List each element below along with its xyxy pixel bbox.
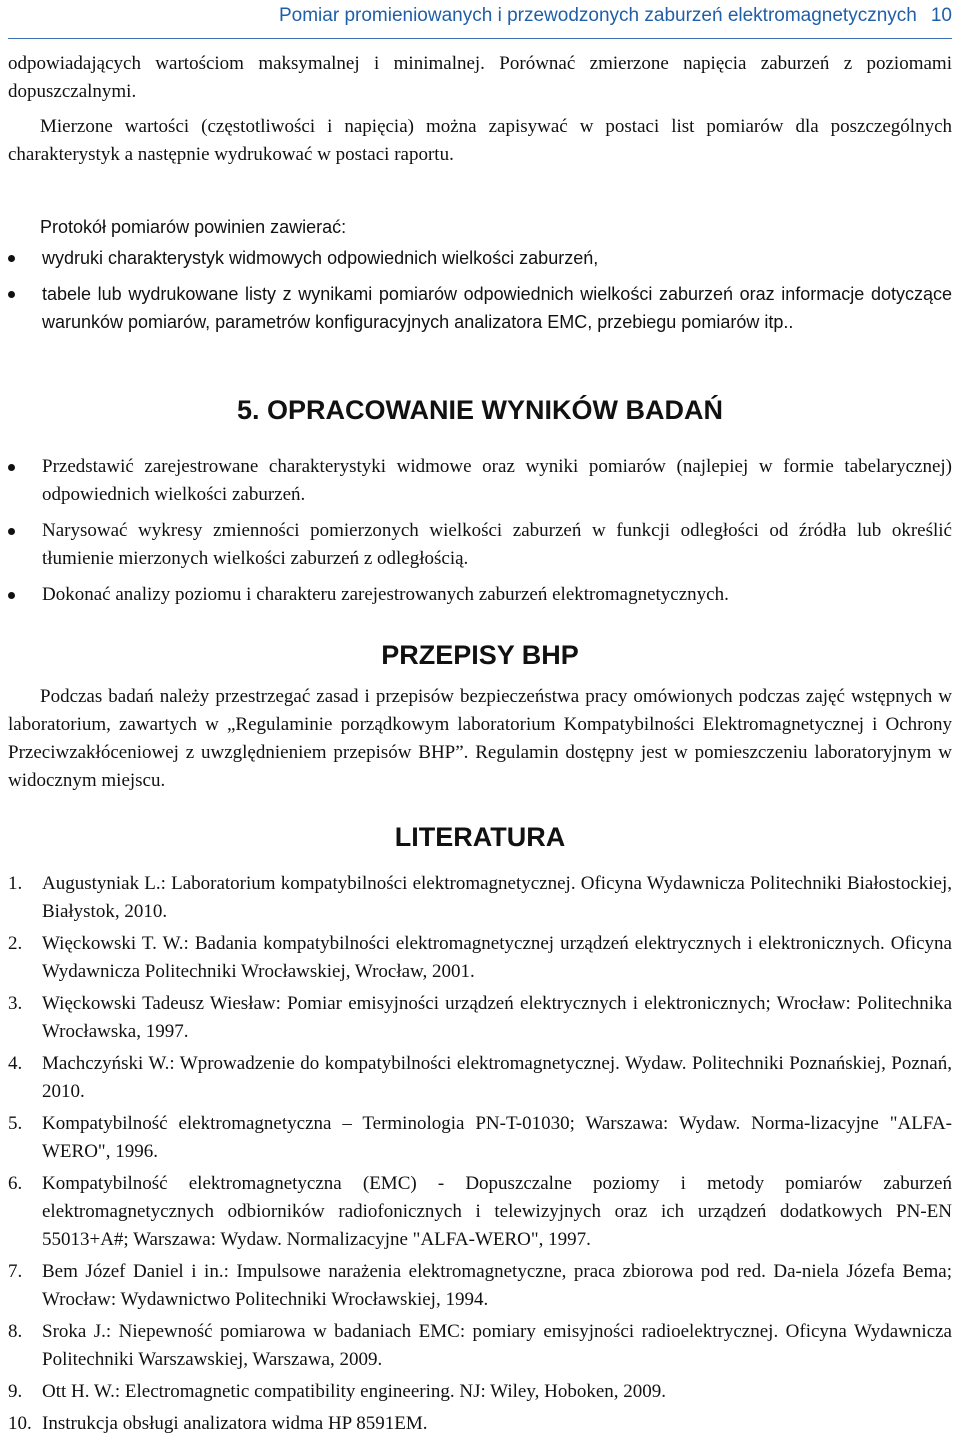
bhp-paragraph: Podczas badań należy przestrzegać zasad i przepisów bezpieczeństwa pracy omówionych podczas zajęć wstępnych w laboratorium, zawartych w „Regulaminie porządkowym laboratorium Kompatybilności Elektromagnetycznej i Ochrony Przeciwzakłóceniowej z uwzględnieniem przepisów BHP”. Regulamin dostępny jest w pomieszczeniu laboratoryjnym w widocznym miejscu. xyxy=(8,686,952,791)
header-title: Pomiar promieniowanych i przewodzonych zaburzeń elektromagnetycznych xyxy=(278,5,917,26)
bullet-icon xyxy=(8,255,15,262)
section-5-heading: 5. OPRACOWANIE WYNIKÓW BADAŃ xyxy=(237,395,723,425)
running-header xyxy=(0,3,952,29)
reference-item: 10. Instrukcja obsługi analizatora widma HP 8591EM. xyxy=(8,1413,428,1434)
list-item: tabele lub wydrukowane listy z wynikami pomiarów odpowiednich wielkości zaburzeń oraz informacje dotyczące warunków pomiarów, parametrów konfiguracyjnych analizatora EMC, przebiegu pomiarów itp.. xyxy=(8,280,952,336)
section-5-list xyxy=(8,453,952,617)
reference-item: 1. Augustyniak L.: Laboratorium kompatybilności elektromagnetycznej. Oficyna Wydawnicza Politechniki Białostockiej, Białystok, 2010. xyxy=(8,873,952,922)
reference-item: 5. Kompatybilność elektromagnetyczna – Terminologia PN-T-01030; Warszawa: Wydaw. Norma-lizacyjne "ALFA-WERO", 1996. xyxy=(8,1113,952,1162)
reference-item: 7. Bem Józef Daniel i in.: Impulsowe narażenia elektromagnetyczne, praca zbiorowa pod red. Da-niela Józefa Bema; Wrocław: Wydawnictwo Politechniki Wrocławskiej, 1994. xyxy=(8,1261,952,1310)
literature-list xyxy=(8,870,952,1442)
list-item: Przedstawić zarejestrowane charakterystyki widmowe oraz wyniki pomiarów (najlepiej w formie tabelarycznej) odpowiednich wielkości zaburzeń. xyxy=(8,453,952,509)
intro-paragraph-1: odpowiadających wartościom maksymalnej i minimalnej. Porównać zmierzone napięcia zaburzeń z poziomami dopuszczalnymi. xyxy=(8,53,952,102)
reference-item: 8. Sroka J.: Niepewność pomiarowa w badaniach EMC: pomiary emisyjności radioelektrycznej. Oficyna Wydawnicza Politechniki Warszawskiej, Warszawa, 2009. xyxy=(8,1321,952,1370)
bullet-icon xyxy=(8,464,15,471)
bullet-icon xyxy=(8,291,15,298)
intro-paragraph-2: Mierzone wartości (częstotliwości i napięcia) można zapisywać w postaci list pomiarów dla poszczególnych charakterystyk a następnie wydrukować w postaci raportu. xyxy=(8,116,952,165)
header-rule xyxy=(8,38,952,39)
protocol-lead: Protokół pomiarów powinien zawierać: xyxy=(40,217,347,237)
protocol-list xyxy=(8,244,952,344)
reference-item: 9. Ott H. W.: Electromagnetic compatibility engineering. NJ: Wiley, Hoboken, 2009. xyxy=(8,1381,667,1402)
reference-item: 3. Więckowski Tadeusz Wiesław: Pomiar emisyjności urządzeń elektrycznych i elektronicznych; Wrocław: Politechnika Wrocławska, 1997. xyxy=(8,993,952,1042)
literature-heading: LITERATURA xyxy=(394,822,566,852)
reference-item: 2. Więckowski T. W.: Badania kompatybilności elektromagnetycznej urządzeń elektrycznych i elektronicznych. Oficyna Wydawnicza Politechniki Wrocławskiej, Wrocław, 2001. xyxy=(8,933,952,982)
reference-item: 6. Kompatybilność elektromagnetyczna (EMC) - Dopuszczalne poziomy i metody pomiarów zaburzeń elektromagnetycznych odbiorników radiofonicznych i telewizyjnych oraz ich urządzeń dodatkowych PN-EN 55013+A#; Warszawa: Wydaw. Normalizacyjne "ALFA-WERO", 1997. xyxy=(8,1173,952,1250)
reference-item: 4. Machczyński W.: Wprowadzenie do kompatybilności elektromagnetycznej. Wydaw. Politechniki Poznańskiej, Poznań, 2010. xyxy=(8,1053,952,1102)
list-item: wydruki charakterystyk widmowych odpowiednich wielkości zaburzeń, xyxy=(8,244,952,272)
page-number: 10 xyxy=(930,5,952,26)
list-item: Narysować wykresy zmienności pomierzonych wielkości zaburzeń w funkcji odległości od źródła lub określić tłumienie mierzonych wielkości zaburzeń z odległością. xyxy=(8,517,952,573)
bhp-heading: PRZEPISY BHP xyxy=(381,640,579,670)
bullet-icon xyxy=(8,528,15,535)
list-item: Dokonać analizy poziomu i charakteru zarejestrowanych zaburzeń elektromagnetycznych. xyxy=(8,581,952,609)
bullet-icon xyxy=(8,592,15,599)
